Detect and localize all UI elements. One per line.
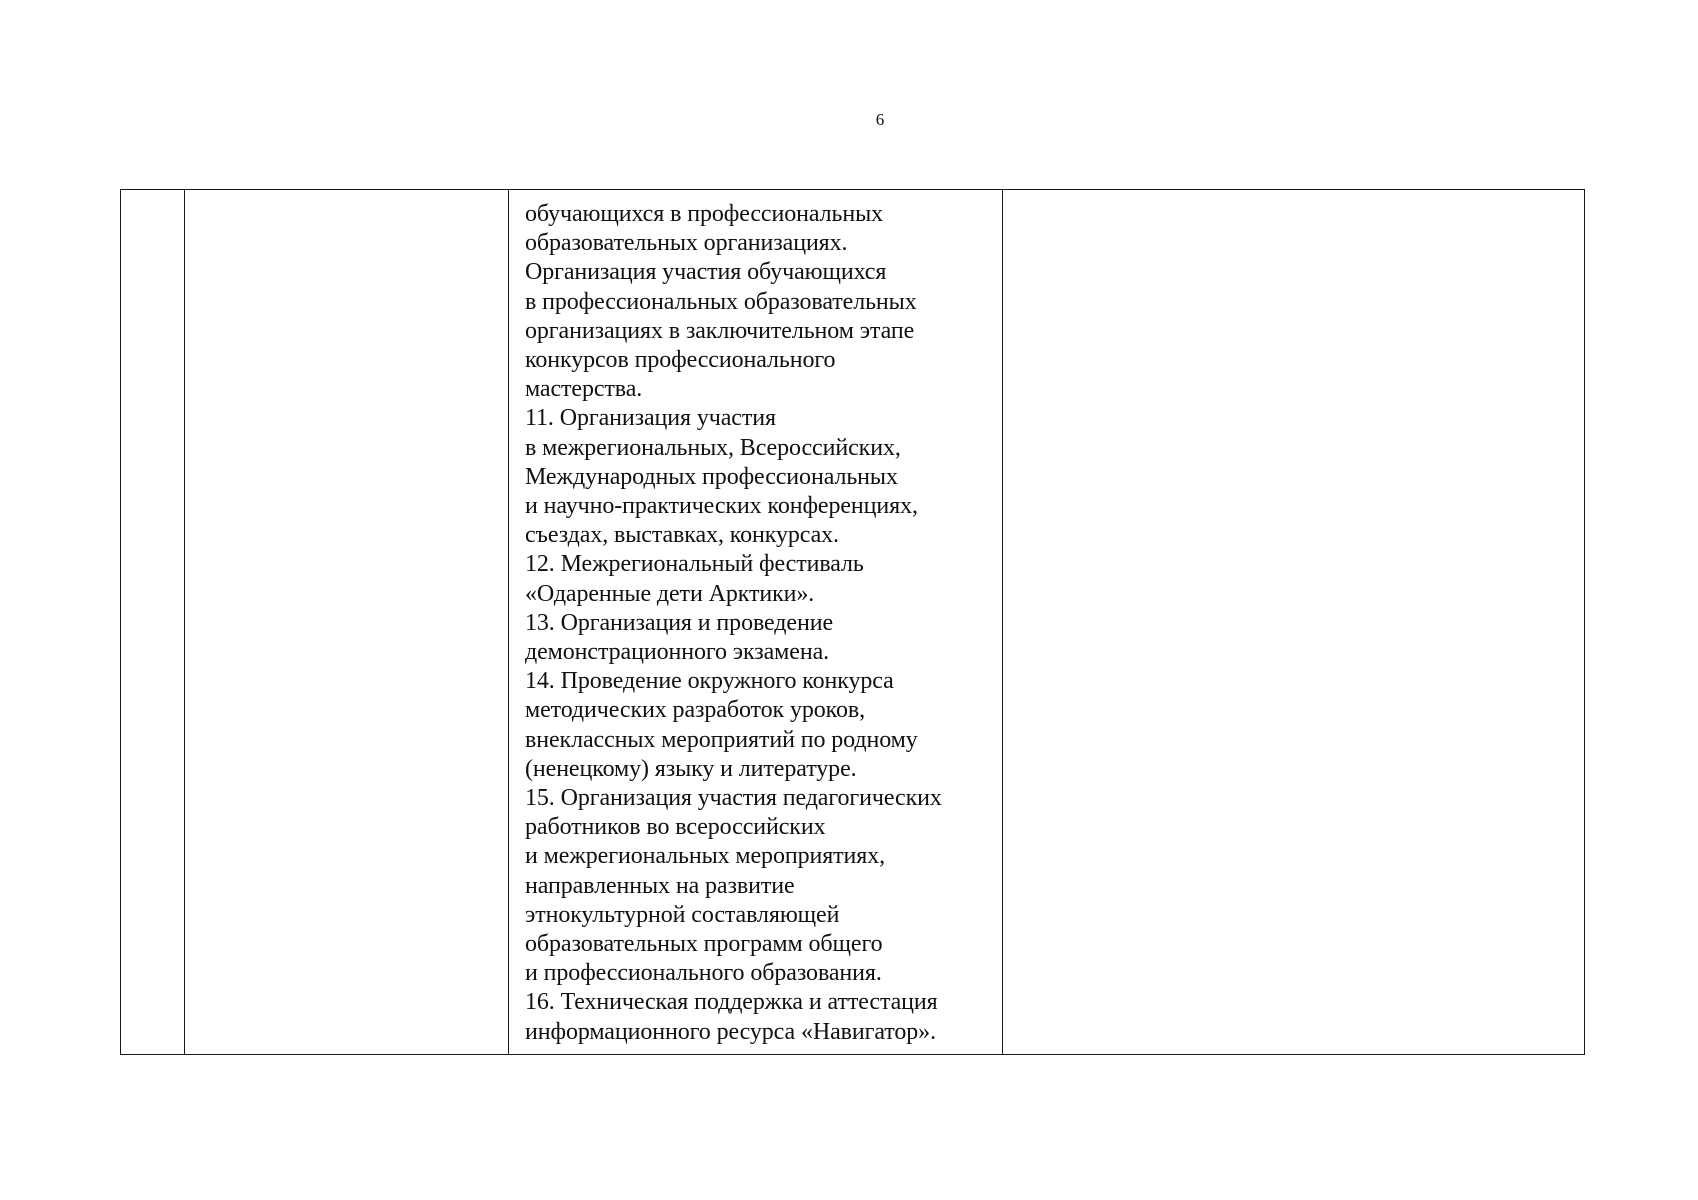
activities-line: Организация участия обучающихся xyxy=(525,259,887,286)
activities-line: демонстрационного экзамена. xyxy=(525,639,830,666)
activities-line: в межрегиональных, Всероссийских, xyxy=(525,434,901,461)
activities-line: 14. Проведение окружного конкурса xyxy=(525,668,894,695)
activities-table xyxy=(120,189,1585,1055)
activities-line: методических разработок уроков, xyxy=(525,697,866,724)
activities-line: образовательных организациях. xyxy=(525,230,848,257)
activities-line: и научно-практических конференциях, xyxy=(525,493,918,520)
cell-direction-text xyxy=(185,190,508,200)
activities-line: 11. Организация участия xyxy=(525,405,776,432)
activities-text xyxy=(509,190,1002,1047)
table-cell-activities xyxy=(509,190,1003,1055)
activities-line: образовательных программ общего xyxy=(525,931,883,958)
cell-number-text xyxy=(121,190,184,200)
page-number: 6 xyxy=(875,110,885,129)
activities-line: Международных профессиональных xyxy=(525,463,898,490)
activities-line: 15. Организация участия педагогических xyxy=(525,785,942,812)
activities-line: обучающихся в профессиональных xyxy=(525,201,883,227)
activities-line: организациях в заключительном этапе xyxy=(525,317,915,344)
activities-line: внеклассных мероприятий по родному xyxy=(525,726,918,753)
activities-line: 12. Межрегиональный фестиваль xyxy=(525,551,864,578)
activities-line: 13. Организация и проведение xyxy=(525,609,833,636)
table-cell-notes xyxy=(1003,190,1585,1055)
activities-line: мастерства. xyxy=(525,376,643,403)
activities-line: (ненецкому) языку и литературе. xyxy=(525,755,857,782)
table-row xyxy=(121,190,1585,1055)
activities-line: в профессиональных образовательных xyxy=(525,288,917,315)
activities-line: и профессионального образования. xyxy=(525,960,882,987)
activities-line: 16. Техническая поддержка и аттестация xyxy=(525,989,938,1016)
table-cell-number xyxy=(121,190,185,1055)
activities-line: направленных на развитие xyxy=(525,872,795,899)
activities-line: конкурсов профессионального xyxy=(525,347,836,374)
activities-line: этнокультурной составляющей xyxy=(525,901,840,928)
activities-line: съездах, выставках, конкурсах. xyxy=(525,522,839,549)
activities-line: «Одаренные дети Арктики». xyxy=(525,580,815,607)
activities-line: информационного ресурса «Навигатор». xyxy=(525,1018,936,1045)
activities-line: работников во всероссийских xyxy=(525,814,826,841)
cell-notes-text xyxy=(1003,190,1584,200)
activities-line: и межрегиональных мероприятиях, xyxy=(525,843,886,870)
table-cell-direction xyxy=(185,190,509,1055)
